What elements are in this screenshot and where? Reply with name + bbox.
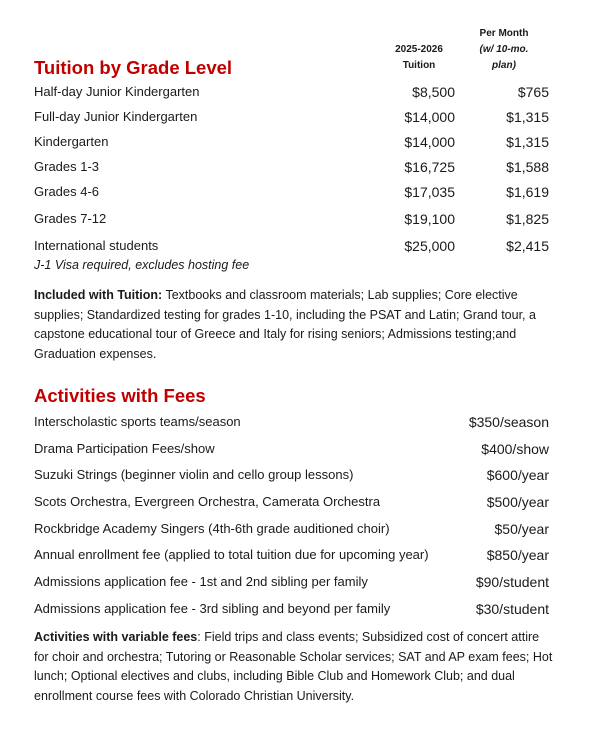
- monthly-header-line3: plan): [492, 60, 516, 71]
- tuition-row-monthly: $1,315: [506, 134, 549, 150]
- tuition-row-monthly: $1,619: [506, 184, 549, 200]
- activity-row-label: Interscholastic sports teams/season: [34, 414, 241, 429]
- tuition-row-annual: $19,100: [404, 211, 455, 227]
- tuition-row: [34, 209, 549, 229]
- tuition-row-annual: $8,500: [412, 84, 455, 100]
- activity-row: [34, 519, 549, 539]
- activity-row-label: Annual enrollment fee (applied to total tuition due for upcoming year): [34, 547, 429, 562]
- tuition-row-label: Half-day Junior Kindergarten: [34, 84, 200, 99]
- activity-row-fee: $600/year: [486, 467, 549, 483]
- activity-row-label: Suzuki Strings (beginner violin and cello group lessons): [34, 467, 354, 482]
- monthly-header: [466, 26, 542, 74]
- tuition-row: [34, 157, 549, 177]
- activities-section-title: Activities with Fees: [34, 385, 206, 406]
- monthly-header-line1: Per Month: [479, 28, 529, 39]
- monthly-header-line2: (w/ 10-mo.: [479, 44, 529, 55]
- activity-row-fee: $500/year: [486, 494, 549, 510]
- activity-row-fee: $850/year: [486, 547, 549, 563]
- activity-row-label: Admissions application fee - 3rd sibling and beyond per family: [34, 601, 391, 616]
- tuition-year-header-line1: 2025-2026: [395, 44, 443, 55]
- activity-row: [34, 545, 549, 565]
- activity-row-label: Drama Participation Fees/show: [34, 441, 215, 456]
- tuition-row: [34, 132, 549, 152]
- variable-fees-text: : Field trips and class events; Subsidized cost of concert attire for choir and orchestra; Tutoring or Reasonable Scholar services; SAT and AP exam fees; Hot lunch; Optional electives and clubs, including Bible Club and Homework Club; and dual enrollment course fees with Colorado Christian University.: [34, 630, 553, 703]
- activity-row: [34, 492, 549, 512]
- tuition-row-annual: $17,035: [404, 184, 455, 200]
- activity-row: [34, 465, 549, 485]
- variable-fees-paragraph: [34, 628, 554, 706]
- activity-row-label: Admissions application fee - 1st and 2nd sibling per family: [34, 574, 368, 589]
- tuition-section-title: Tuition by Grade Level: [34, 57, 233, 78]
- activity-row-label: Rockbridge Academy Singers (4th-6th grade auditioned choir): [34, 521, 390, 536]
- tuition-row-label: International students: [34, 238, 159, 253]
- tuition-row-label: Grades 7-12: [34, 211, 107, 226]
- included-label: Included with Tuition:: [34, 288, 163, 302]
- included-with-tuition-paragraph: [34, 286, 554, 364]
- tuition-row-label: Full-day Junior Kindergarten: [34, 109, 198, 124]
- international-note: J-1 Visa required, excludes hosting fee: [34, 258, 250, 272]
- tuition-row-monthly: $1,825: [506, 211, 549, 227]
- tuition-row-monthly: $765: [517, 84, 549, 100]
- tuition-year-header: [380, 42, 458, 74]
- tuition-year-header-line2: Tuition: [402, 60, 436, 71]
- activity-row: [34, 439, 549, 459]
- activity-row-label: Scots Orchestra, Evergreen Orchestra, Camerata Orchestra: [34, 494, 381, 509]
- tuition-row: [34, 182, 549, 202]
- activity-row-fee: $400/show: [481, 441, 549, 457]
- included-text: Textbooks and classroom materials; Lab supplies; Core elective supplies; Standardized testing for grades 1-10, including the PSAT and Latin; Grand tour, a capstone educational tour of Greece and Italy for rising seniors; Admissions testing;and Graduation expenses.: [34, 288, 536, 361]
- variable-fees-label: Activities with variable fees: [34, 630, 198, 644]
- activity-row-fee: $50/year: [494, 521, 549, 537]
- tuition-row-monthly: $1,315: [506, 109, 549, 125]
- tuition-row-annual: $14,000: [404, 109, 455, 125]
- activity-row-fee: $90/student: [475, 574, 549, 590]
- activity-row: [34, 599, 549, 619]
- tuition-row: [34, 236, 549, 256]
- tuition-row-annual: $25,000: [404, 238, 455, 254]
- tuition-row: [34, 82, 549, 102]
- activity-row: [34, 412, 549, 432]
- tuition-row: [34, 107, 549, 127]
- tuition-row-annual: $14,000: [404, 134, 455, 150]
- tuition-row-label: Grades 1-3: [34, 159, 100, 174]
- tuition-row-label: Grades 4-6: [34, 184, 100, 199]
- tuition-row-monthly: $1,588: [506, 159, 549, 175]
- activity-row-fee: $30/student: [475, 601, 549, 617]
- tuition-row-monthly: $2,415: [506, 238, 549, 254]
- activity-row-fee: $350/season: [468, 414, 549, 430]
- activity-row: [34, 572, 549, 592]
- tuition-row-annual: $16,725: [404, 159, 455, 175]
- tuition-row-label: Kindergarten: [34, 134, 109, 149]
